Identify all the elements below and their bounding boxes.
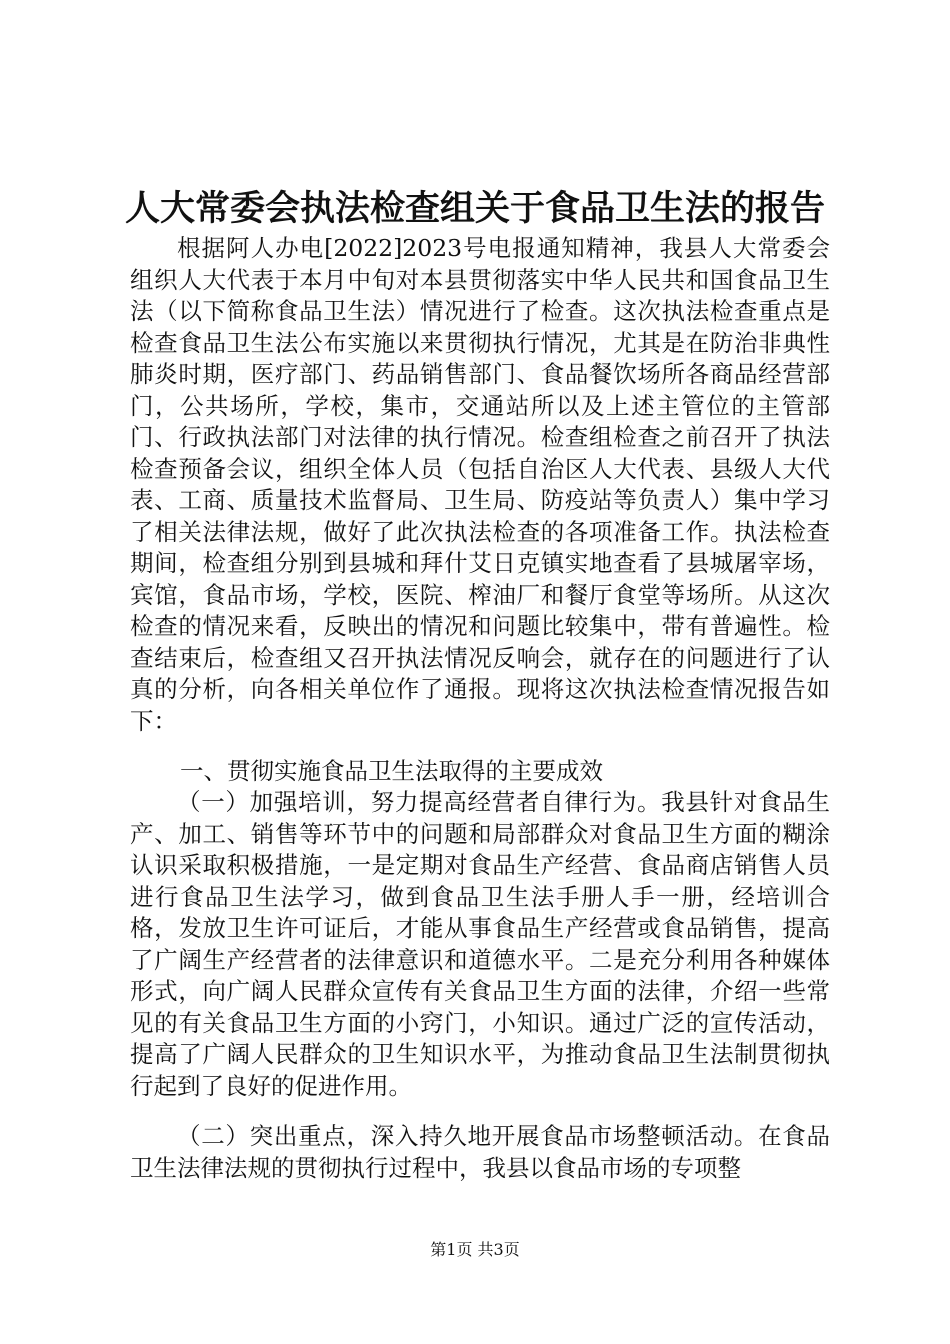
document-title: 人大常委会执法检查组关于食品卫生法的报告: [124, 188, 825, 229]
paragraph-market-rectification: （二）突出重点，深入持久地开展食品市场整顿活动。在食品卫生法律法规的贯彻执行过程中，我县以食品市场的专项整: [130, 1122, 830, 1182]
section-heading: 一、贯彻实施食品卫生法取得的主要成效: [180, 757, 603, 785]
paragraph-intro: 根据阿人办电[2022]2023号电报通知精神，我县人大常委会组织人大代表于本月中旬对本县贯彻落实中华人民共和国食品卫生法（以下简称食品卫生法）情况进行了检查。这次执法检查重点是检查食品卫生法公布实施以来贯彻执行情况，尤其是在防治非典性肺炎时期，医疗部门、药品销售部门、食品餐饮场所各商品经营部门，公共场所，学校，集市，交通站所以及上述主管位的主管部门、行政执法部门对法律的执行情况。检查组检查之前召开了执法检查预备会议，组织全体人员（包括自治区人大代表、县级人大代表、工商、质量技术监督局、卫生局、防疫站等负责人）集中学习了相关法律法规，做好了此次执法检查的各项准备工作。执法检查期间，检查组分别到县城和拜什艾日克镇实地查看了县城屠宰场，宾馆，食品市场，学校，医院、榨油厂和餐厅食堂等场所。从这次检查的情况来看，反映出的情况和问题比较集中，带有普遍性。检查结束后，检查组又召开执法情况反响会，就存在的问题进行了认真的分析，向各相关单位作了通报。现将这次执法检查情况报告如下：: [130, 234, 830, 735]
paragraph-training: （一）加强培训，努力提高经营者自律行为。我县针对食品生产、加工、销售等环节中的问题和局部群众对食品卫生方面的糊涂认识采取积极措施，一是定期对食品生产经营、食品商店销售人员进行食品卫生法学习，做到食品卫生法手册人手一册，经培训合格，发放卫生许可证后，才能从事食品生产经营或食品销售，提高了广阔生产经营者的法律意识和道德水平。二是充分利用各种媒体形式，向广阔人民群众宣传有关食品卫生方面的法律，介绍一些常见的有关食品卫生方面的小窍门，小知识。通过广泛的宣传活动，提高了广阔人民群众的卫生知识水平，为推动食品卫生法制贯彻执行起到了良好的促进作用。: [130, 788, 830, 1100]
page-number: 第1页 共3页: [430, 1240, 520, 1259]
